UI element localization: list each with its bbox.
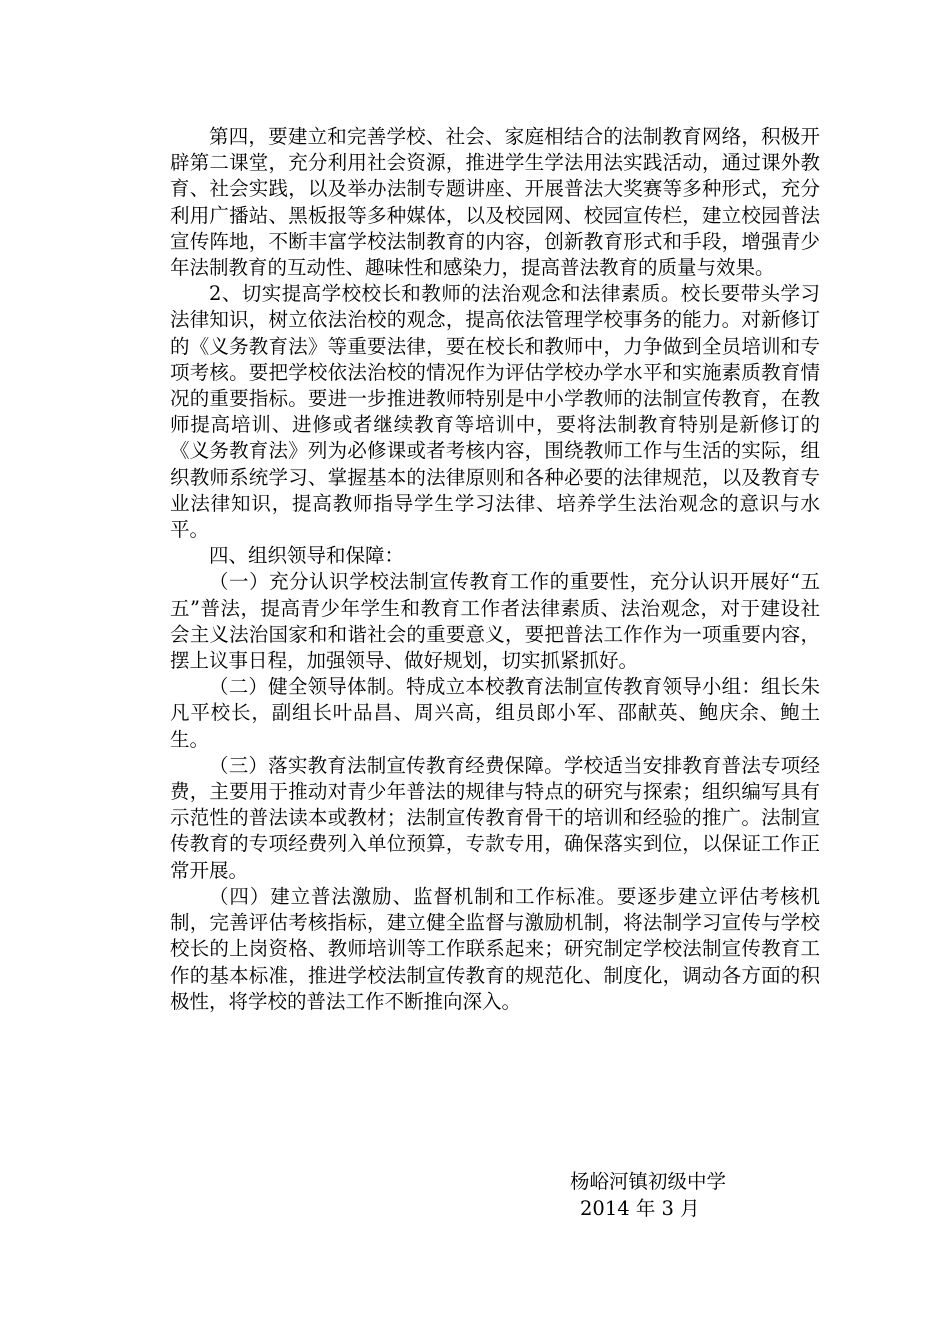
paragraph-item-four: （四）建立普法激励、监督机制和工作标准。要逐步建立评估考核机制，完善评估考核指标，建立健全监督与激励机制，将法制学习宣传与学校校长的上岗资格、教师培训等工作联系起来；研究制定学校法制宣传教育工作的基本标准，推进学校法制宣传教育的规范化、制度化，调动各方面的积极性，将学校的普法工作不断推向深入。 (170, 884, 820, 1013)
paragraph-item-one: （一）充分认识学校法制宣传教育工作的重要性，充分认识开展好“五五”普法，提高青少年学生和教育工作者法律素质、法治观念，对于建设社会主义法治国家和和谐社会的重要意义，要把普法工作作为一项重要内容，摆上议事日程，加强领导、做好规划，切实抓紧抓好。 (170, 570, 820, 673)
signature-block (570, 1168, 726, 1222)
signature-organization: 杨峪河镇初级中学 (570, 1170, 727, 1193)
signature-date: 2014 年 3 月 (580, 1197, 700, 1220)
section-heading-organization: 四、组织领导和保障： (209, 544, 405, 568)
document-body (170, 124, 820, 1015)
paragraph-item-two: （二）健全领导体制。特成立本校教育法制宣传教育领导小组：组长朱凡平校长，副组长叶品昌、周兴高，组员郎小军、邵献英、鲍庆余、鲍土生。 (170, 675, 820, 751)
paragraph-fourth-network: 第四，要建立和完善学校、社会、家庭相结合的法制教育网络，积极开辟第二课堂，充分利用社会资源，推进学生学法用法实践活动，通过课外教育、社会实践，以及举办法制专题讲座、开展普法大奖赛等多种形式，充分利用广播站、黑板报等多种媒体，以及校园网、校园宣传栏，建立校园普法宣传阵地，不断丰富学校法制教育的内容，创新教育形式和手段，增强青少年法制教育的互动性、趣味性和感染力，提高普法教育的质量与效果。 (170, 125, 820, 280)
paragraph-principal-teacher-law: 2、切实提高学校校长和教师的法治观念和法律素质。校长要带头学习法律知识，树立依法治校的观念，提高依法管理学校事务的能力。对新修订的《义务教育法》等重要法律，要在校长和教师中，力争做到全员培训和专项考核。要把学校依法治校的情况作为评估学校办学水平和实施素质教育情况的重要指标。要进一步推进教师特别是中小学教师的法制宣传教育，在教师提高培训、进修或者继续教育等培训中，要将法制教育特别是新修订的《义务教育法》列为必修课或者考核内容，围绕教师工作与生活的实际，组织教师系统学习、掌握基本的法律原则和各种必要的法律规范，以及教育专业法律知识，提高教师指导学生学习法律、培养学生法治观念的意识与水平。 (170, 282, 820, 542)
paragraph-item-three: （三）落实教育法制宣传教育经费保障。学校适当安排教育普法专项经费，主要用于推动对青少年普法的规律与特点的研究与探索；组织编写具有示范性的普法读本或教材；法制宣传教育骨干的培训和经验的推广。法制宣传教育的专项经费列入单位预算，专款专用，确保落实到位，以保证工作正常开展。 (170, 753, 820, 882)
